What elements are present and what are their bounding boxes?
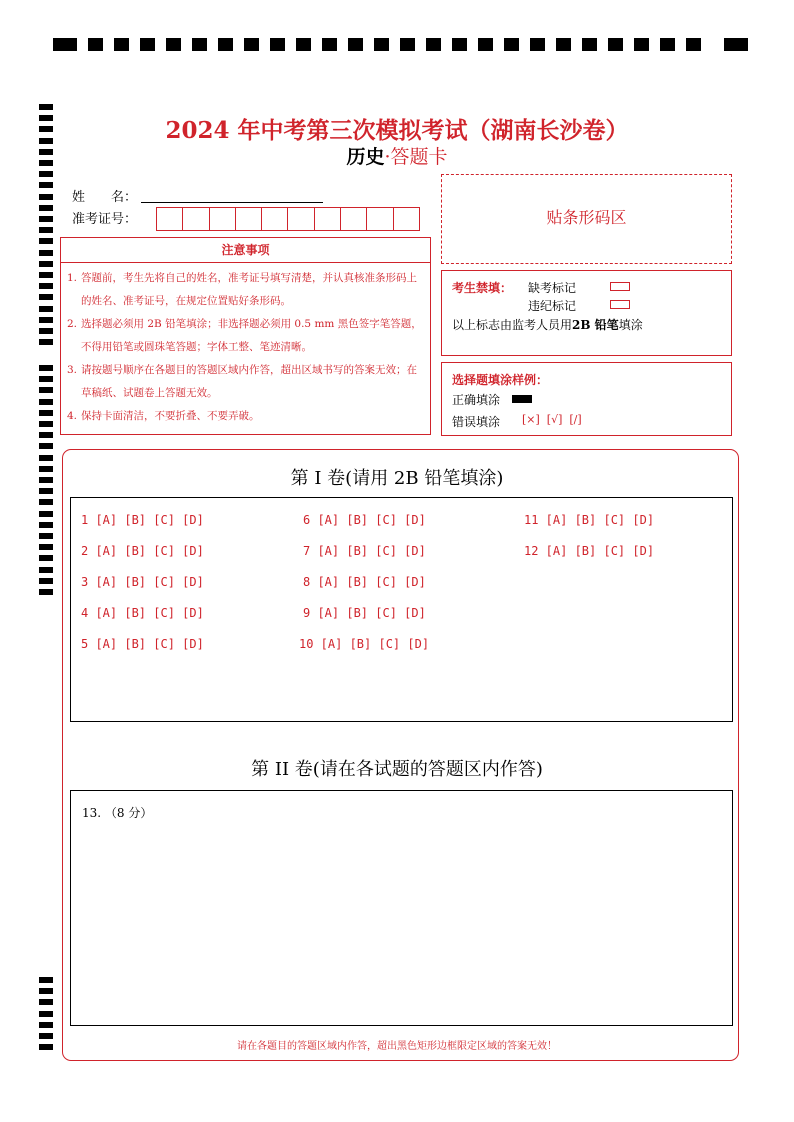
choice-question[interactable]: 6 [A] [B] [C] [D] (303, 513, 426, 527)
exam-id-cell[interactable] (393, 207, 420, 231)
side-timing-mark (39, 376, 53, 382)
sample-title: 选择题填涂样例： (452, 373, 549, 387)
subject-label: 历史 (346, 146, 385, 168)
notice-panel (60, 237, 431, 435)
page-subtitle (0, 142, 794, 169)
missing-mark-box[interactable] (610, 282, 630, 291)
exam-id-cell[interactable] (182, 207, 208, 231)
section2-title: 第 II 卷(请在各试题的答题区内作答) (251, 759, 543, 780)
side-timing-mark (39, 555, 53, 561)
exam-id-label: 准考证号： (72, 212, 138, 227)
choice-question[interactable]: 7 [A] [B] [C] [D] (303, 544, 426, 558)
choice-question[interactable]: 9 [A] [B] [C] [D] (303, 606, 426, 620)
side-timing-mark (39, 999, 53, 1005)
choice-question[interactable]: 4 [A] [B] [C] [D] (81, 606, 204, 620)
side-timing-mark (39, 578, 53, 584)
side-timing-mark (39, 455, 53, 461)
side-timing-mark (39, 977, 53, 983)
side-timing-mark (39, 216, 53, 222)
side-timing-mark (39, 182, 53, 188)
side-timing-mark (39, 365, 53, 371)
q13-answer-box[interactable] (70, 790, 733, 1026)
side-timing-mark (39, 1011, 53, 1017)
side-timing-mark (39, 410, 53, 416)
exam-id-boxes[interactable] (156, 207, 420, 231)
side-timing-mark (39, 294, 53, 300)
exam-id-cell[interactable] (366, 207, 392, 231)
page-title: 2024 年中考第三次模拟考试（湖南长沙卷） (165, 117, 629, 144)
forbid-note: 以上标志由监考人员用2B 铅笔填涂 (452, 318, 643, 332)
choice-question[interactable]: 5 [A] [B] [C] [D] (81, 637, 204, 651)
violation-mark-box[interactable] (610, 300, 630, 309)
violation-mark-label: 违纪标记 (528, 299, 577, 313)
fill-sample-panel (441, 362, 732, 436)
side-timing-mark (39, 104, 53, 110)
side-timing-mark (39, 328, 53, 334)
side-timing-mark (39, 238, 53, 244)
subtitle-rest: ·答题卡 (384, 146, 448, 168)
exam-id-cell[interactable] (209, 207, 235, 231)
side-timing-mark (39, 261, 53, 267)
correct-fill-sample (512, 395, 532, 403)
choice-question[interactable]: 1 [A] [B] [C] [D] (81, 513, 204, 527)
name-label: 姓 名： (72, 190, 138, 205)
wrong-fill-label: 错误填涂 (452, 415, 501, 429)
exam-id-cell[interactable] (314, 207, 340, 231)
side-timing-mark (39, 567, 53, 573)
exam-id-cell[interactable] (156, 207, 182, 231)
side-timing-mark (39, 227, 53, 233)
side-timing-mark (39, 443, 53, 449)
name-field[interactable] (141, 202, 323, 203)
notice-list (61, 263, 430, 428)
side-timing-mark (39, 306, 53, 312)
choice-question[interactable]: 3 [A] [B] [C] [D] (81, 575, 204, 589)
exam-id-cell[interactable] (261, 207, 287, 231)
side-timing-mark (39, 499, 53, 505)
exam-id-cell[interactable] (340, 207, 366, 231)
section1-title: 第 I 卷(请用 2B 铅笔填涂) (290, 468, 504, 489)
notice-item: 2. 选择题必须用 2B 铅笔填涂；非选择题必须用 0.5 mm 黑色签字笔答题，不得用铅笔或圆珠笔答题；字体工整、笔迹清晰。 (67, 318, 422, 353)
footer-note: 请在各题目的答题区域内作答，超出黑色矩形边框限定区域的答案无效！ (237, 1041, 557, 1052)
side-timing-mark (39, 511, 53, 517)
side-timing-mark (39, 1022, 53, 1028)
choice-question[interactable]: 2 [A] [B] [C] [D] (81, 544, 204, 558)
choice-question[interactable]: 11 [A] [B] [C] [D] (524, 513, 655, 527)
exam-id-cell[interactable] (235, 207, 261, 231)
side-timing-mark (39, 250, 53, 256)
choice-question[interactable]: 8 [A] [B] [C] [D] (303, 575, 426, 589)
examiner-only-panel (441, 270, 732, 356)
side-timing-mark (39, 522, 53, 528)
side-timing-mark (39, 589, 53, 595)
exam-id-cell[interactable] (287, 207, 313, 231)
side-timing-mark (39, 317, 53, 323)
q13-label: 13. （8 分） (82, 806, 153, 820)
choice-question[interactable]: 10 [A] [B] [C] [D] (299, 637, 430, 651)
notice-item: 1. 答题前，考生先将自己的姓名，准考证号填写清楚，并认真核准条形码上的姓名、准考证号，在规定位置贴好条形码。 (67, 272, 417, 307)
barcode-area: 贴条形码区 (441, 174, 732, 264)
side-timing-mark (39, 544, 53, 550)
notice-heading: 注意事项 (61, 238, 430, 263)
missing-mark-label: 缺考标记 (528, 281, 577, 295)
side-timing-mark (39, 205, 53, 211)
side-timing-mark (39, 988, 53, 994)
correct-fill-label: 正确填涂 (452, 393, 501, 407)
side-timing-mark (39, 421, 53, 427)
side-timing-mark (39, 399, 53, 405)
notice-item: 3. 请按题号顺序在各题目的答题区域内作答，超出区域书写的答案无效；在草稿纸、试题卷上答题无效。 (67, 364, 417, 399)
side-timing-mark (39, 283, 53, 289)
top-timing-marks (53, 38, 748, 51)
side-timing-mark (39, 171, 53, 177)
side-timing-mark (39, 387, 53, 393)
wrong-fill-samples: [×] [√] [/] (522, 413, 582, 426)
side-timing-mark (39, 432, 53, 438)
side-timing-mark (39, 339, 53, 345)
side-timing-mark (39, 272, 53, 278)
side-timing-mark (39, 533, 53, 539)
side-timing-mark (39, 194, 53, 200)
choice-question[interactable]: 12 [A] [B] [C] [D] (524, 544, 655, 558)
notice-item: 4. 保持卡面清洁，不要折叠、不要弄破。 (67, 410, 260, 422)
forbid-label: 考生禁填： (452, 281, 513, 295)
